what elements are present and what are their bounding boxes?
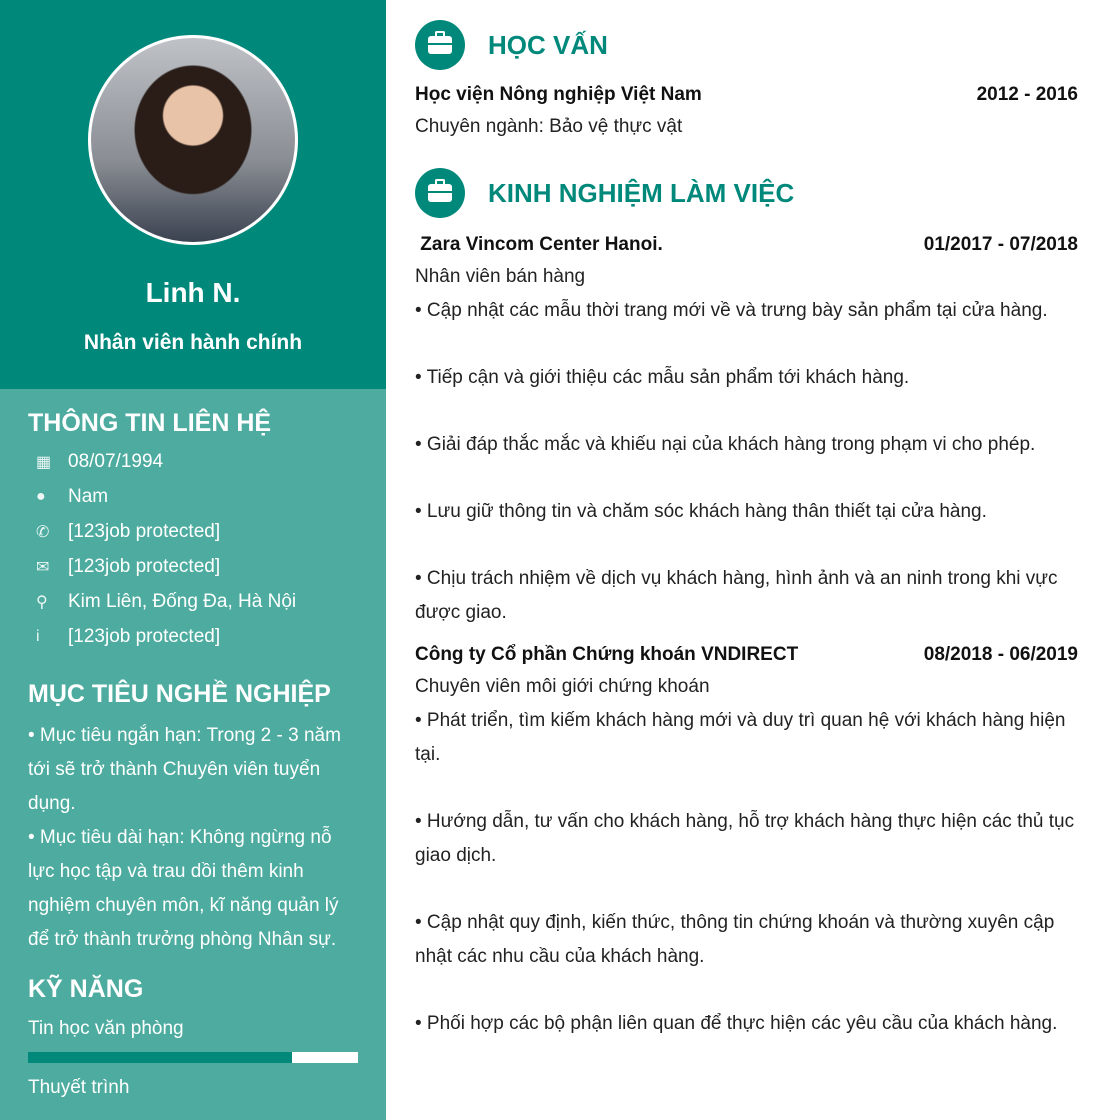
- job-duty: • Phát triển, tìm kiếm khách hàng mới và duy trì quan hệ với khách hàng hiện tại.: [415, 710, 1066, 765]
- skill-name: Tin học văn phòng: [28, 1018, 184, 1039]
- job-duty: • Chịu trách nhiệm về dịch vụ khách hàng, hình ảnh và an ninh trong khi vực được giao.: [415, 568, 1058, 623]
- job-entry: [415, 644, 1078, 1041]
- skill-bar-fill: [28, 1052, 292, 1063]
- job-duty: • Cập nhật các mẫu thời trang mới về và trưng bày sản phẩm tại cửa hàng.: [415, 300, 1048, 321]
- job-position: Nhân viên bán hàng: [415, 266, 586, 287]
- job-period: 08/2018 - 06/2019: [923, 644, 1078, 665]
- objective-long: • Mục tiêu dài hạn: Không ngừng nỗ lực học tập và trau dồi thêm kinh nghiệm chuyên môn, kĩ năng quản lý để trở thành trưởng phòng Nhân sự.: [28, 827, 339, 950]
- objective-short: • Mục tiêu ngắn hạn: Trong 2 - 3 năm tới sẽ trở thành Chuyên viên tuyển dụng.: [28, 725, 341, 814]
- experience-heading: KINH NGHIỆM LÀM VIỆC: [488, 177, 795, 208]
- job-duty: • Lưu giữ thông tin và chăm sóc khách hàng thân thiết tại cửa hàng.: [415, 501, 987, 522]
- skills-heading: KỸ NĂNG: [28, 975, 144, 1003]
- user-icon: ●: [36, 487, 46, 505]
- education-period: 2012 - 2016: [976, 84, 1078, 105]
- contact-list: [0, 444, 386, 654]
- map-marker-icon: ⚲: [36, 593, 48, 611]
- contact-heading: THÔNG TIN LIÊN HỆ: [28, 409, 272, 437]
- company-name: Công ty Cổ phần Chứng khoán VNDIRECT: [415, 644, 799, 665]
- job-duty: • Tiếp cận và giới thiệu các mẫu sản phẩm tới khách hàng.: [415, 367, 910, 388]
- job-duty: • Hướng dẫn, tư vấn cho khách hàng, hỗ trợ khách hàng thực hiện các thủ tục giao dịch.: [415, 811, 1075, 866]
- contact-text: Nam: [68, 485, 109, 507]
- job-duty: • Phối hợp các bộ phận liên quan để thực hiện các yêu cầu của khách hàng.: [415, 1013, 1058, 1034]
- education-heading: HỌC VẤN: [488, 29, 608, 60]
- contact-item: [0, 514, 386, 549]
- job-duty: • Giải đáp thắc mắc và khiếu nại của khách hàng trong phạm vi cho phép.: [415, 434, 1036, 455]
- education-major: Chuyên ngành: Bảo vệ thực vật: [415, 116, 683, 137]
- envelope-icon: ✉: [36, 558, 50, 576]
- main-content: [415, 0, 1078, 1041]
- job-list: [415, 234, 1078, 1041]
- contact-item: [0, 479, 386, 514]
- profile-name: Linh N.: [145, 277, 241, 308]
- job-position: Chuyên viên môi giới chứng khoán: [415, 676, 710, 697]
- info-icon: i: [36, 627, 40, 645]
- contact-text: Kim Liên, Đống Đa, Hà Nội: [68, 590, 297, 612]
- education-row: [415, 84, 1078, 106]
- briefcase-icon: [415, 20, 465, 70]
- calendar-icon: ▦: [36, 453, 52, 471]
- company-name: Zara Vincom Center Hanoi.: [415, 234, 663, 255]
- profile-header: [0, 0, 386, 389]
- job-period: 01/2017 - 07/2018: [923, 234, 1078, 255]
- profile-title: Nhân viên hành chính: [83, 331, 303, 354]
- objective-heading: MỤC TIÊU NGHỀ NGHIỆP: [28, 680, 331, 708]
- contact-text: [123job protected]: [68, 520, 221, 542]
- phone-icon: ✆: [36, 523, 50, 541]
- experience-header: [415, 168, 1078, 218]
- avatar: [88, 35, 298, 245]
- contact-item: [0, 549, 386, 584]
- job-duty: • Cập nhật quy định, kiến thức, thông tin chứng khoán và thường xuyên cập nhật các nhu cầu của khách hàng.: [415, 912, 1055, 967]
- briefcase-icon: [415, 168, 465, 218]
- school-name: Học viện Nông nghiệp Việt Nam: [415, 84, 702, 105]
- job-entry: [415, 234, 1078, 630]
- skill-bar: [28, 1052, 358, 1063]
- contact-item: [0, 444, 386, 479]
- contact-text: [123job protected]: [68, 555, 221, 577]
- job-row: [415, 234, 1078, 256]
- skill-name: Thuyết trình: [28, 1077, 130, 1098]
- contact-text: 08/07/1994: [68, 450, 164, 472]
- contact-item: [0, 584, 386, 619]
- contact-item: [0, 619, 386, 654]
- education-header: [415, 20, 1078, 70]
- contact-text: [123job protected]: [68, 625, 221, 647]
- sidebar: [0, 0, 386, 1120]
- job-row: [415, 644, 1078, 666]
